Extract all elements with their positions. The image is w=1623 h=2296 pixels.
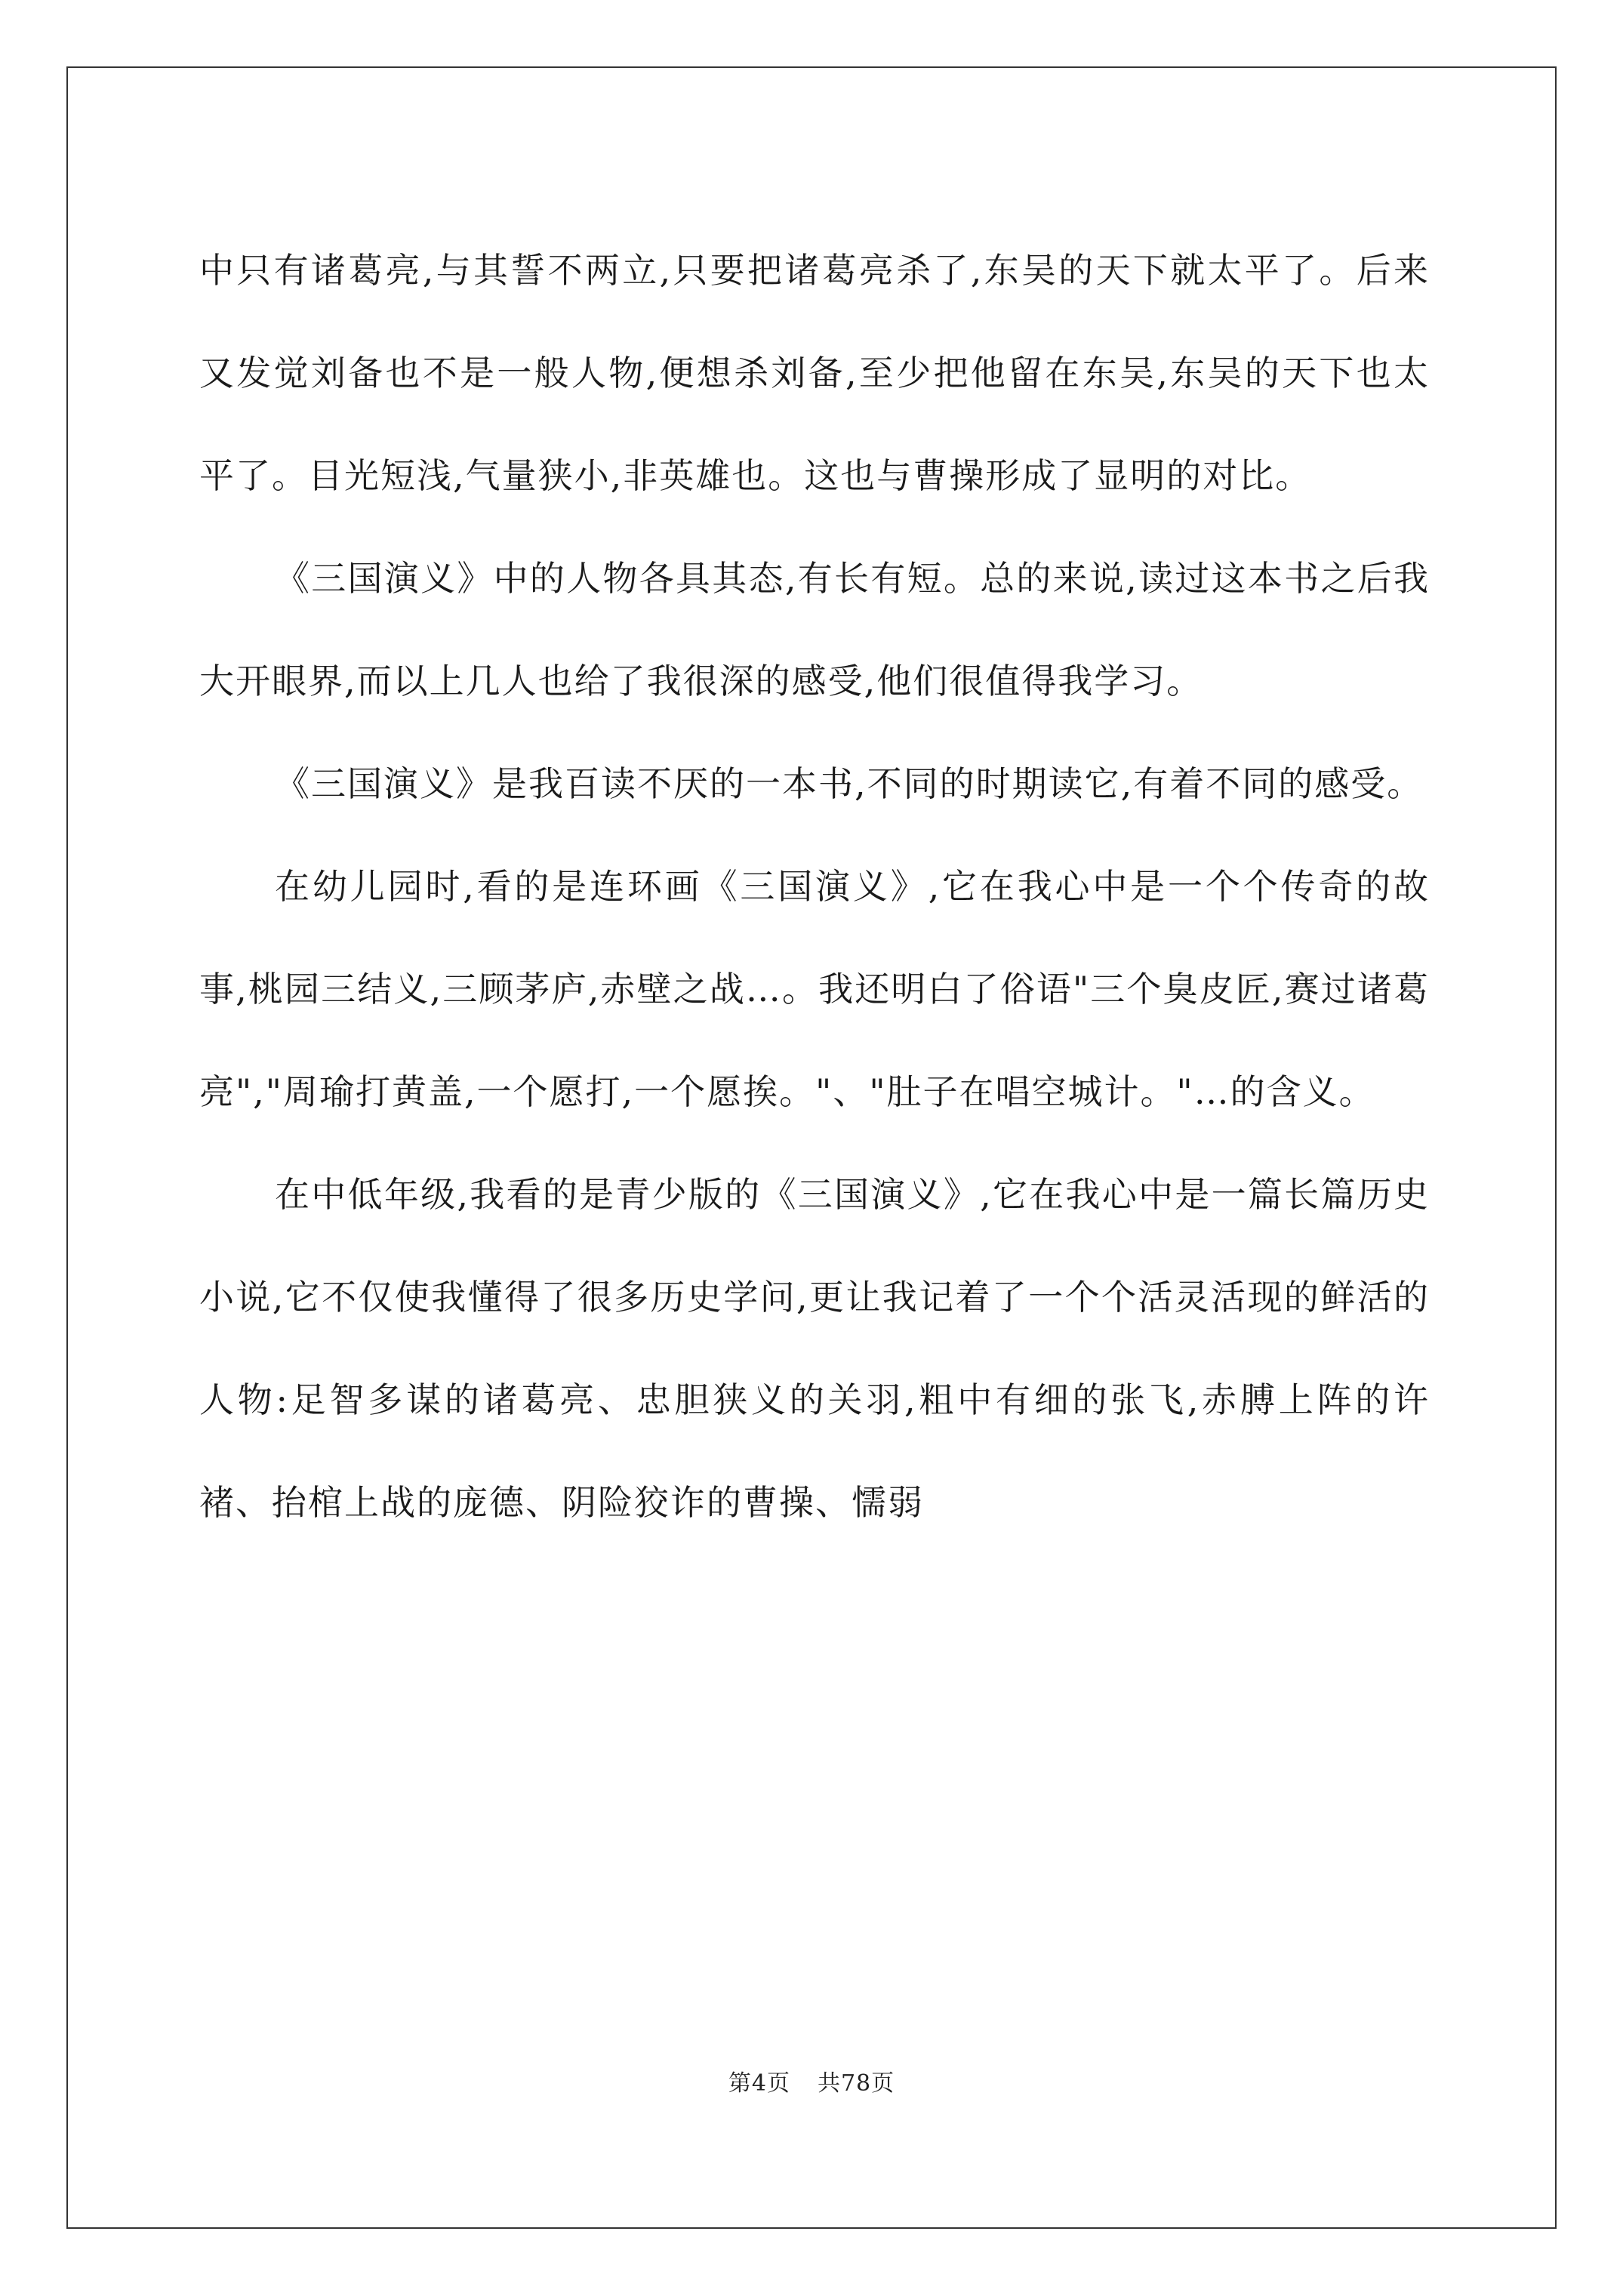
paragraph-3: 《三国演义》是我百读不厌的一本书,不同的时期读它,有着不同的感受。	[275, 763, 1424, 804]
page-footer	[0, 2064, 1623, 2097]
paragraph-2: 《三国演义》中的人物各具其态,有长有短。总的来说,读过这本书之后我大开眼界,而以上几人也给了我很深的感受,他们很值得我学习。	[199, 558, 1430, 701]
paragraph-4: 在幼儿园时,看的是连环画《三国演义》,它在我心中是一个个传奇的故事,桃园三结义,三顾茅庐,赤壁之战…。我还明白了俗语"三个臭皮匠,赛过诸葛亮","周瑜打黄盖,一个愿打,一个愿挨。"、"肚子在唱空城计。"…的含义。	[199, 866, 1430, 1112]
paragraph-5: 在中低年级,我看的是青少版的《三国演义》,它在我心中是一篇长篇历史小说,它不仅使我懂得了很多历史学问,更让我记着了一个个活灵活现的鲜活的人物:足智多谋的诸葛亮、忠胆狭义的关羽,粗中有细的张飞,赤膊上阵的许褚、抬棺上战的庞德、阴险狡诈的曹操、懦弱	[199, 1174, 1430, 1523]
document-body	[199, 219, 1430, 1554]
page-number: 第4页	[728, 2070, 790, 2097]
page-total: 共78页	[817, 2070, 895, 2097]
paragraph-1: 中只有诸葛亮,与其誓不两立,只要把诸葛亮杀了,东吴的天下就太平了。后来又发觉刘备也不是一般人物,便想杀刘备,至少把他留在东吴,东吴的天下也太平了。目光短浅,气量狭小,非英雄也。这也与曹操形成了显明的对比。	[199, 250, 1430, 496]
